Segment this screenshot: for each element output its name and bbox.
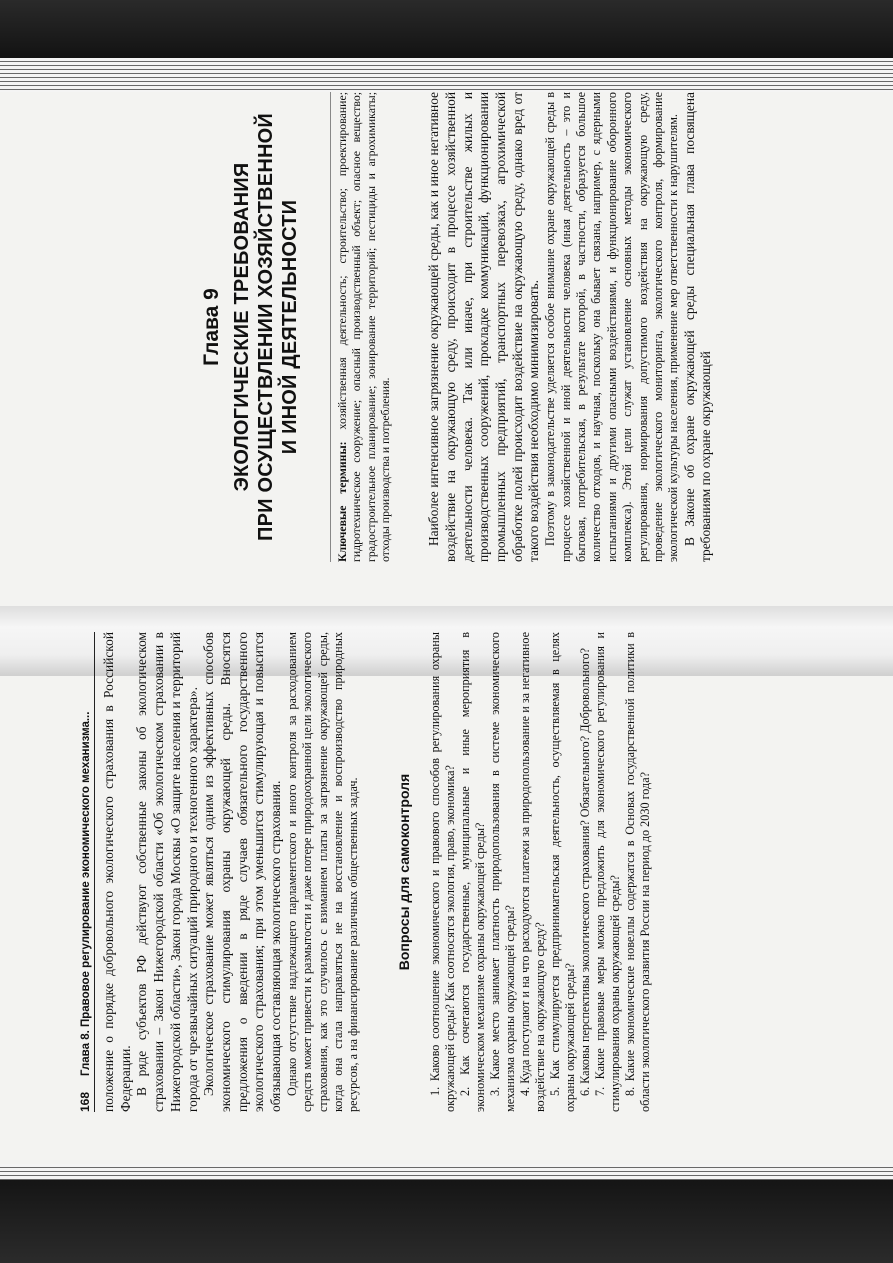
chapter-title-line: И ИНОЙ ДЕЯТЕЛЬНОСТИ	[279, 199, 301, 455]
running-header-title: Глава 8. Правовое регулирование экономического механизма...	[80, 711, 92, 1076]
question-item: 8. Какие экономические новеллы содержатся в Основах государственной политики в области экологического развития России на период до 2030 года?	[622, 632, 652, 1112]
paragraph: Однако отсутствие надлежащего парламентского и иного контроля за расходованием средств может привести к размытости и даже потере природоохранной цели экологического страхования, как это случилось с взиманием платы за загрязнение окружающей среды, когда она стала направляться не на восстановление и воспроизводство природных ресурсов, а на финансирование различных общественных задач.	[284, 632, 361, 1112]
question-item: 6. Каковы перспективы экологического страхования? Обязательного? Добровольного?	[577, 647, 592, 1096]
chapter-title-line: ПРИ ОСУЩЕСТВЛЕНИИ ХОЗЯЙСТВЕННОЙ	[255, 113, 277, 541]
questions-list	[428, 632, 653, 1112]
chapter-title-line: ЭКОЛОГИЧЕСКИЕ ТРЕБОВАНИЯ	[231, 162, 253, 492]
paragraph: Поэтому в законодательстве уделяется особое внимание охране окружающей среды в процессе хозяйственной и иной деятельности человека (иная деятельность – это и бытовая, потребительская, в результате которой, в частности, образуется большое количество отходов, и научная, поскольку она бывает связана, например, с ядерными испытаниями и другими опасными воздействиями, и функционирование оборонного комплекса). Этой цели служат установление основных методы экономического регулирования, нормирования допустимого воздействия на окружающую среду, проведение экологического мониторинга, экологического контроля, формирование экологической культуры населения, применение мер ответственности к нарушителям.	[543, 92, 681, 562]
left-page	[78, 632, 652, 1112]
key-terms-text: хозяйственная деятельность; строительство; проектирование; гидротехническое сооружение; опасный производственный объект; опасное вещество; градостроительное планирование; зонирование территорий; пестициды и агрохимикаты; отходы производства и потребления.	[335, 92, 392, 562]
key-terms-label: Ключевые термины:	[335, 441, 349, 562]
scanner-bottom-edge	[0, 1180, 893, 1263]
chapter-title	[230, 92, 302, 562]
question-item: 1. Каково соотношение экономического и правового способов регулирования охраны окружающей среды? Как соотносятся экология, право, экономика?	[427, 632, 457, 1112]
paragraph: Экологическое страхование может являться одним из эффективных способов экономического стимулирования охраны окружающей среды. Вносятся предложения о введении в ряде случаев обязательного государственного экологического страхования; при этом уменьшится стимулирующая и повысится обязывающая составляющая экологического страхования.	[201, 632, 284, 1112]
question-item: 2. Как сочетаются государственные, муниципальные и иные мероприятия в экономическом механизме охраны окружающей среды?	[457, 632, 487, 1112]
question-item: 4. Куда поступают и на что расходуются платежи за природопользование и за негативное воздействие на окружающую среду?	[517, 632, 547, 1112]
page-edge-top	[0, 58, 893, 92]
paragraph: В ряде субъектов РФ действуют собственные законы об экологическом страховании – Закон Нижегородской области «Об экологическом страховании в Нижегородской области», Закон города Москвы «О защите населения и территорий города от чрезвычайных ситуаций природного и техногенного характера».	[134, 632, 200, 1112]
paragraph: В Законе об охране окружающей среды специальная глава посвящена требованиям по охране окружающей	[681, 92, 714, 562]
running-header	[78, 632, 95, 1112]
page-number: 168	[78, 1091, 92, 1112]
chapter-label: Глава 9	[200, 288, 223, 366]
question-item: 5. Как стимулируется предпринимательская деятельность, осуществляемая в целях охраны окружающей среды?	[547, 632, 577, 1112]
paragraph: положение о порядке добровольного экологического страхования в Российской Федерации.	[101, 632, 133, 1112]
right-page	[180, 92, 825, 562]
question-item: 3. Какое место занимает платность природопользования в системе экономического механизма охраны окружающей среды?	[487, 632, 517, 1112]
question-item: 7. Какие правовые меры можно предложить для экономического регулирования и стимулирования охраны окружающей среды?	[592, 632, 622, 1112]
paragraph: Наиболее интенсивное загрязнение окружающей среды, как и иное негативное воздействие на окружающую среду, происходит в процессе хозяйственной деятельности человека. Так или иначе, при строительстве жилых и производственных сооружений, прокладке коммуникаций, функционировании промышленных предприятий, транспортных перевозках, агрохимической обработке полей происходит воздействие на окружающую среду, однако вред от такого воздействия необходимо минимизировать.	[426, 92, 542, 562]
questions-heading: Вопросы для самоконтроля	[395, 773, 412, 971]
key-terms	[330, 92, 392, 562]
